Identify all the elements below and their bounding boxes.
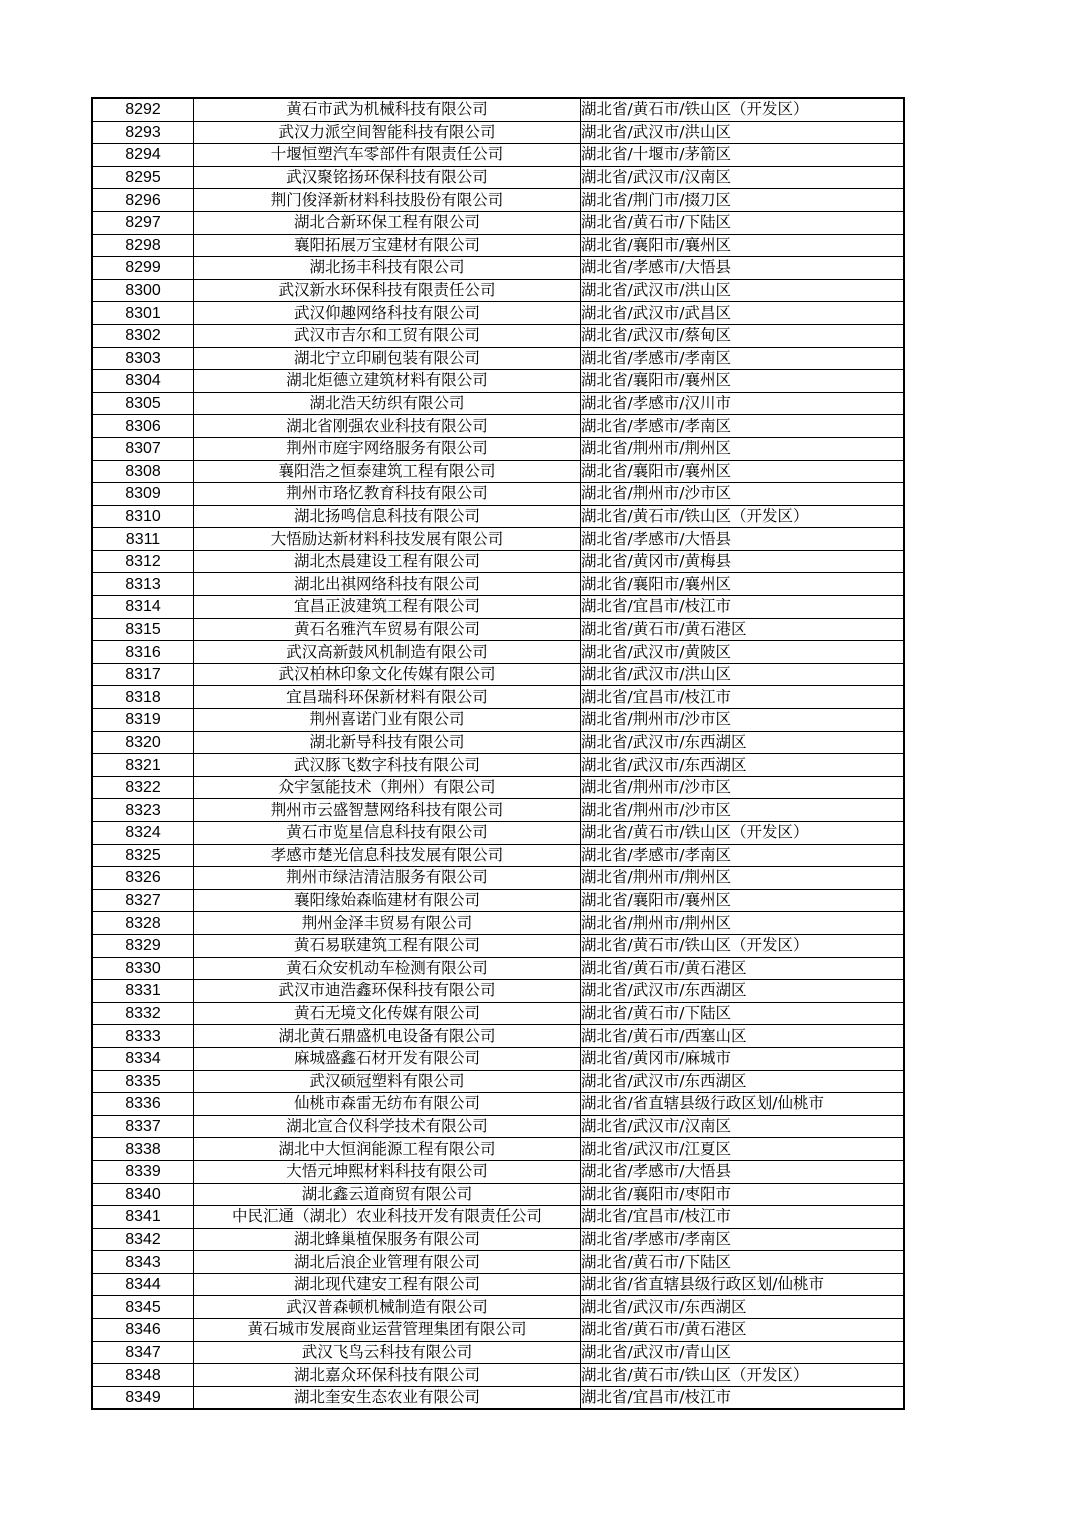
region-path: 湖北省/武汉市/洪山区 xyxy=(581,121,905,144)
row-number: 8301 xyxy=(92,302,194,325)
row-number: 8323 xyxy=(92,799,194,822)
table-row xyxy=(92,641,904,664)
region-path: 湖北省/黄石市/西塞山区 xyxy=(581,1025,905,1048)
table-row xyxy=(92,1341,904,1364)
company-name: 黄石市武为机械科技有限公司 xyxy=(194,98,581,121)
row-number: 8309 xyxy=(92,483,194,506)
row-number: 8324 xyxy=(92,822,194,845)
table-row xyxy=(92,957,904,980)
table-row xyxy=(92,980,904,1003)
company-name: 仙桃市森雷无纺布有限公司 xyxy=(194,1093,581,1116)
row-number: 8328 xyxy=(92,912,194,935)
region-path: 湖北省/黄石市/铁山区（开发区） xyxy=(581,1364,905,1387)
company-name: 荆州市珞忆教育科技有限公司 xyxy=(194,483,581,506)
company-name: 武汉柏林印象文化传媒有限公司 xyxy=(194,663,581,686)
region-path: 湖北省/黄石市/黄石港区 xyxy=(581,1319,905,1342)
company-name: 荆门俊泽新材料科技股份有限公司 xyxy=(194,189,581,212)
company-name: 湖北蜂巢植保服务有限公司 xyxy=(194,1228,581,1251)
company-name: 武汉硕冠塑料有限公司 xyxy=(194,1070,581,1093)
table-row xyxy=(92,324,904,347)
company-name: 湖北宁立印刷包装有限公司 xyxy=(194,347,581,370)
company-name: 湖北奎安生态农业有限公司 xyxy=(194,1386,581,1409)
company-name: 湖北扬鸣信息科技有限公司 xyxy=(194,505,581,528)
table-row xyxy=(92,98,904,121)
table-row xyxy=(92,731,904,754)
region-path: 湖北省/荆州市/沙市区 xyxy=(581,709,905,732)
company-name: 宜昌正波建筑工程有限公司 xyxy=(194,596,581,619)
company-name: 武汉市吉尔和工贸有限公司 xyxy=(194,324,581,347)
table-row xyxy=(92,1251,904,1274)
region-path: 湖北省/黄石市/铁山区（开发区） xyxy=(581,98,905,121)
row-number: 8336 xyxy=(92,1093,194,1116)
region-path: 湖北省/襄阳市/襄州区 xyxy=(581,889,905,912)
region-path: 湖北省/黄冈市/麻城市 xyxy=(581,1047,905,1070)
company-name: 武汉豚飞数字科技有限公司 xyxy=(194,754,581,777)
company-name: 黄石市览星信息科技有限公司 xyxy=(194,822,581,845)
region-path: 湖北省/黄石市/铁山区（开发区） xyxy=(581,822,905,845)
company-name: 湖北现代建安工程有限公司 xyxy=(194,1273,581,1296)
region-path: 湖北省/荆州市/荆州区 xyxy=(581,867,905,890)
company-name: 湖北合新环保工程有限公司 xyxy=(194,211,581,234)
region-path: 湖北省/襄阳市/襄州区 xyxy=(581,460,905,483)
row-number: 8339 xyxy=(92,1160,194,1183)
region-path: 湖北省/宜昌市/枝江市 xyxy=(581,1206,905,1229)
row-number: 8316 xyxy=(92,641,194,664)
row-number: 8341 xyxy=(92,1206,194,1229)
company-name: 中民汇通（湖北）农业科技开发有限责任公司 xyxy=(194,1206,581,1229)
row-number: 8292 xyxy=(92,98,194,121)
row-number: 8347 xyxy=(92,1341,194,1364)
table-row xyxy=(92,934,904,957)
region-path: 湖北省/宜昌市/枝江市 xyxy=(581,1386,905,1409)
table-row xyxy=(92,1047,904,1070)
region-path: 湖北省/荆州市/沙市区 xyxy=(581,776,905,799)
row-number: 8319 xyxy=(92,709,194,732)
table-row xyxy=(92,618,904,641)
row-number: 8300 xyxy=(92,279,194,302)
company-name: 黄石易联建筑工程有限公司 xyxy=(194,934,581,957)
company-name: 黄石名雅汽车贸易有限公司 xyxy=(194,618,581,641)
table-row xyxy=(92,1206,904,1229)
table-row xyxy=(92,573,904,596)
row-number: 8308 xyxy=(92,460,194,483)
row-number: 8349 xyxy=(92,1386,194,1409)
row-number: 8344 xyxy=(92,1273,194,1296)
row-number: 8302 xyxy=(92,324,194,347)
company-name: 湖北宣合仪科学技术有限公司 xyxy=(194,1115,581,1138)
region-path: 湖北省/武汉市/蔡甸区 xyxy=(581,324,905,347)
row-number: 8306 xyxy=(92,415,194,438)
region-path: 湖北省/武汉市/东西湖区 xyxy=(581,980,905,1003)
company-name: 武汉聚铭扬环保科技有限公司 xyxy=(194,166,581,189)
company-name: 武汉仰趣网络科技有限公司 xyxy=(194,302,581,325)
region-path: 湖北省/十堰市/茅箭区 xyxy=(581,144,905,167)
region-path: 湖北省/孝感市/大悟县 xyxy=(581,257,905,280)
row-number: 8337 xyxy=(92,1115,194,1138)
company-name: 襄阳缘始森临建材有限公司 xyxy=(194,889,581,912)
table-row xyxy=(92,392,904,415)
region-path: 湖北省/孝感市/孝南区 xyxy=(581,415,905,438)
company-name: 湖北杰晨建设工程有限公司 xyxy=(194,550,581,573)
company-name: 荆州市庭宇网络服务有限公司 xyxy=(194,437,581,460)
company-name: 湖北新导科技有限公司 xyxy=(194,731,581,754)
region-path: 湖北省/黄石市/铁山区（开发区） xyxy=(581,934,905,957)
company-name: 麻城盛鑫石材开发有限公司 xyxy=(194,1047,581,1070)
row-number: 8313 xyxy=(92,573,194,596)
row-number: 8331 xyxy=(92,980,194,1003)
row-number: 8295 xyxy=(92,166,194,189)
table-row xyxy=(92,1115,904,1138)
table-row xyxy=(92,1160,904,1183)
company-name: 湖北后浪企业管理有限公司 xyxy=(194,1251,581,1274)
row-number: 8298 xyxy=(92,234,194,257)
row-number: 8342 xyxy=(92,1228,194,1251)
row-number: 8312 xyxy=(92,550,194,573)
row-number: 8325 xyxy=(92,844,194,867)
region-path: 湖北省/孝感市/孝南区 xyxy=(581,1228,905,1251)
row-number: 8297 xyxy=(92,211,194,234)
table-row xyxy=(92,415,904,438)
region-path: 湖北省/荆州市/荆州区 xyxy=(581,437,905,460)
company-name: 荆州市绿洁清洁服务有限公司 xyxy=(194,867,581,890)
region-path: 湖北省/孝感市/大悟县 xyxy=(581,1160,905,1183)
table-row xyxy=(92,1296,904,1319)
region-path: 湖北省/襄阳市/襄州区 xyxy=(581,573,905,596)
table-row xyxy=(92,754,904,777)
company-name: 武汉普森顿机械制造有限公司 xyxy=(194,1296,581,1319)
company-name: 武汉新水环保科技有限责任公司 xyxy=(194,279,581,302)
company-name: 襄阳拓展万宝建材有限公司 xyxy=(194,234,581,257)
table-row xyxy=(92,822,904,845)
company-name: 黄石众安机动车检测有限公司 xyxy=(194,957,581,980)
table-row xyxy=(92,257,904,280)
table-row xyxy=(92,1364,904,1387)
table-row xyxy=(92,144,904,167)
row-number: 8317 xyxy=(92,663,194,686)
region-path: 湖北省/黄石市/下陆区 xyxy=(581,1002,905,1025)
region-path: 湖北省/省直辖县级行政区划/仙桃市 xyxy=(581,1273,905,1296)
company-name: 武汉飞鸟云科技有限公司 xyxy=(194,1341,581,1364)
region-path: 湖北省/黄石市/铁山区（开发区） xyxy=(581,505,905,528)
row-number: 8340 xyxy=(92,1183,194,1206)
region-path: 湖北省/武汉市/汉南区 xyxy=(581,1115,905,1138)
company-name: 大悟励达新材料科技发展有限公司 xyxy=(194,528,581,551)
table-row xyxy=(92,1183,904,1206)
region-path: 湖北省/武汉市/洪山区 xyxy=(581,663,905,686)
region-path: 湖北省/武汉市/青山区 xyxy=(581,1341,905,1364)
row-number: 8343 xyxy=(92,1251,194,1274)
row-number: 8314 xyxy=(92,596,194,619)
table-row xyxy=(92,709,904,732)
company-name: 宜昌瑞科环保新材料有限公司 xyxy=(194,686,581,709)
region-path: 湖北省/孝感市/孝南区 xyxy=(581,844,905,867)
table-row xyxy=(92,550,904,573)
row-number: 8345 xyxy=(92,1296,194,1319)
region-path: 湖北省/荆州市/沙市区 xyxy=(581,799,905,822)
region-path: 湖北省/荆门市/掇刀区 xyxy=(581,189,905,212)
table-row xyxy=(92,437,904,460)
row-number: 8303 xyxy=(92,347,194,370)
region-path: 湖北省/孝感市/孝南区 xyxy=(581,347,905,370)
region-path: 湖北省/孝感市/大悟县 xyxy=(581,528,905,551)
region-path: 湖北省/武汉市/江夏区 xyxy=(581,1138,905,1161)
table-row xyxy=(92,867,904,890)
row-number: 8321 xyxy=(92,754,194,777)
row-number: 8315 xyxy=(92,618,194,641)
region-path: 湖北省/黄石市/下陆区 xyxy=(581,1251,905,1274)
region-path: 湖北省/襄阳市/枣阳市 xyxy=(581,1183,905,1206)
company-name: 十堰恒塑汽车零部件有限责任公司 xyxy=(194,144,581,167)
table-row xyxy=(92,1386,904,1409)
row-number: 8294 xyxy=(92,144,194,167)
company-list-table xyxy=(91,97,905,1410)
table-row xyxy=(92,686,904,709)
row-number: 8338 xyxy=(92,1138,194,1161)
table-row xyxy=(92,279,904,302)
table-body xyxy=(92,98,904,1409)
company-name: 湖北嘉众环保科技有限公司 xyxy=(194,1364,581,1387)
table-row xyxy=(92,347,904,370)
table-row xyxy=(92,912,904,935)
region-path: 湖北省/武汉市/武昌区 xyxy=(581,302,905,325)
table-row xyxy=(92,1070,904,1093)
company-name: 大悟元坤熙材料科技有限公司 xyxy=(194,1160,581,1183)
table-row xyxy=(92,1319,904,1342)
table-row xyxy=(92,776,904,799)
region-path: 湖北省/武汉市/东西湖区 xyxy=(581,1296,905,1319)
company-name: 湖北中大恒润能源工程有限公司 xyxy=(194,1138,581,1161)
table-row xyxy=(92,302,904,325)
region-path: 湖北省/武汉市/黄陂区 xyxy=(581,641,905,664)
company-name: 湖北省刚强农业科技有限公司 xyxy=(194,415,581,438)
table-row xyxy=(92,844,904,867)
company-name: 孝感市楚光信息科技发展有限公司 xyxy=(194,844,581,867)
row-number: 8318 xyxy=(92,686,194,709)
row-number: 8333 xyxy=(92,1025,194,1048)
row-number: 8348 xyxy=(92,1364,194,1387)
company-name: 黄石城市发展商业运营管理集团有限公司 xyxy=(194,1319,581,1342)
company-name: 众宇氢能技术（荆州）有限公司 xyxy=(194,776,581,799)
company-name: 黄石无境文化传媒有限公司 xyxy=(194,1002,581,1025)
table-row xyxy=(92,1138,904,1161)
table-row xyxy=(92,528,904,551)
region-path: 湖北省/武汉市/东西湖区 xyxy=(581,754,905,777)
table-row xyxy=(92,663,904,686)
company-name: 湖北黄石鼎盛机电设备有限公司 xyxy=(194,1025,581,1048)
company-name: 湖北扬丰科技有限公司 xyxy=(194,257,581,280)
region-path: 湖北省/宜昌市/枝江市 xyxy=(581,596,905,619)
row-number: 8305 xyxy=(92,392,194,415)
company-name: 荆州喜诺门业有限公司 xyxy=(194,709,581,732)
table-row xyxy=(92,889,904,912)
company-name: 湖北鑫云道商贸有限公司 xyxy=(194,1183,581,1206)
table-row xyxy=(92,483,904,506)
company-name: 湖北炬德立建筑材料有限公司 xyxy=(194,370,581,393)
table-row xyxy=(92,1025,904,1048)
region-path: 湖北省/宜昌市/枝江市 xyxy=(581,686,905,709)
table-row xyxy=(92,460,904,483)
row-number: 8332 xyxy=(92,1002,194,1025)
row-number: 8346 xyxy=(92,1319,194,1342)
region-path: 湖北省/省直辖县级行政区划/仙桃市 xyxy=(581,1093,905,1116)
row-number: 8327 xyxy=(92,889,194,912)
row-number: 8322 xyxy=(92,776,194,799)
company-name: 湖北浩天纺织有限公司 xyxy=(194,392,581,415)
table-row xyxy=(92,234,904,257)
table-row xyxy=(92,1002,904,1025)
table-row xyxy=(92,189,904,212)
region-path: 湖北省/黄石市/黄石港区 xyxy=(581,957,905,980)
company-name: 荆州市云盛智慧网络科技有限公司 xyxy=(194,799,581,822)
company-name: 武汉高新鼓风机制造有限公司 xyxy=(194,641,581,664)
region-path: 湖北省/黄石市/下陆区 xyxy=(581,211,905,234)
company-name: 武汉市迪浩鑫环保科技有限公司 xyxy=(194,980,581,1003)
table-row xyxy=(92,166,904,189)
region-path: 湖北省/黄石市/黄石港区 xyxy=(581,618,905,641)
row-number: 8293 xyxy=(92,121,194,144)
company-name: 武汉力派空间智能科技有限公司 xyxy=(194,121,581,144)
company-name: 湖北出祺网络科技有限公司 xyxy=(194,573,581,596)
table-row xyxy=(92,211,904,234)
region-path: 湖北省/黄冈市/黄梅县 xyxy=(581,550,905,573)
row-number: 8334 xyxy=(92,1047,194,1070)
table-row xyxy=(92,121,904,144)
row-number: 8307 xyxy=(92,437,194,460)
table-row xyxy=(92,370,904,393)
table-row xyxy=(92,1228,904,1251)
row-number: 8329 xyxy=(92,934,194,957)
region-path: 湖北省/孝感市/汉川市 xyxy=(581,392,905,415)
table-row xyxy=(92,596,904,619)
table-row xyxy=(92,1273,904,1296)
row-number: 8335 xyxy=(92,1070,194,1093)
region-path: 湖北省/荆州市/荆州区 xyxy=(581,912,905,935)
region-path: 湖北省/荆州市/沙市区 xyxy=(581,483,905,506)
region-path: 湖北省/武汉市/东西湖区 xyxy=(581,1070,905,1093)
row-number: 8299 xyxy=(92,257,194,280)
region-path: 湖北省/襄阳市/襄州区 xyxy=(581,370,905,393)
company-name: 襄阳浩之恒泰建筑工程有限公司 xyxy=(194,460,581,483)
row-number: 8304 xyxy=(92,370,194,393)
table-row xyxy=(92,505,904,528)
company-name: 荆州金泽丰贸易有限公司 xyxy=(194,912,581,935)
table-row xyxy=(92,799,904,822)
row-number: 8296 xyxy=(92,189,194,212)
table-row xyxy=(92,1093,904,1116)
row-number: 8320 xyxy=(92,731,194,754)
region-path: 湖北省/武汉市/东西湖区 xyxy=(581,731,905,754)
region-path: 湖北省/武汉市/汉南区 xyxy=(581,166,905,189)
region-path: 湖北省/武汉市/洪山区 xyxy=(581,279,905,302)
region-path: 湖北省/襄阳市/襄州区 xyxy=(581,234,905,257)
row-number: 8311 xyxy=(92,528,194,551)
row-number: 8330 xyxy=(92,957,194,980)
row-number: 8310 xyxy=(92,505,194,528)
row-number: 8326 xyxy=(92,867,194,890)
